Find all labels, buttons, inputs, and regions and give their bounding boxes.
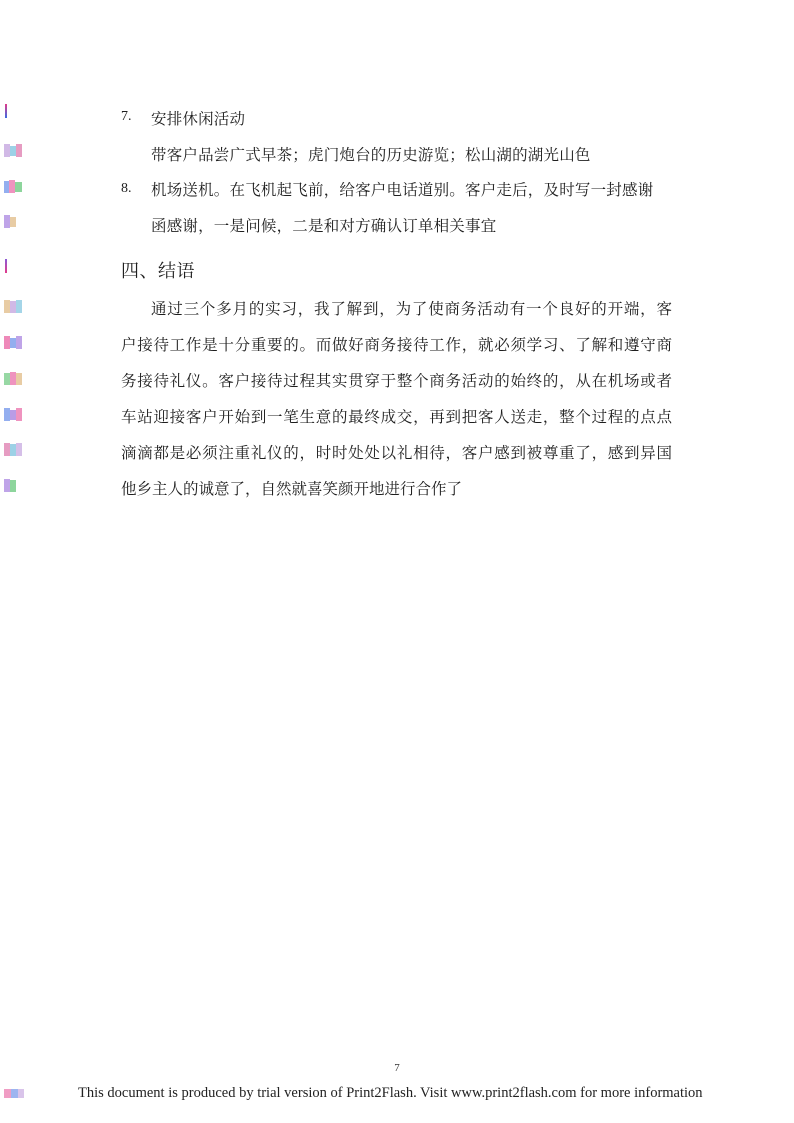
paragraph-line: 户接待工作是十分重要的。而做好商务接待工作，就必须学习、了解和遵守商 (121, 336, 672, 354)
trial-watermark-footer: This document is produced by trial version of Print2Flash. Visit www.print2flash.com for more information (78, 1085, 703, 1101)
margin-artifact (4, 336, 22, 349)
margin-artifact (5, 104, 7, 118)
section-heading: 四、结语 (121, 261, 195, 282)
list-item-detail: 带客户品尝广式早茶；虎门炮台的历史游览；松山湖的湖光山色 (151, 146, 591, 164)
paragraph-line: 车站迎接客户开始到一笔生意的最终成交，再到把客人送走，整个过程的点点 (121, 408, 672, 426)
margin-artifact (4, 408, 22, 421)
margin-artifact (4, 1089, 24, 1098)
paragraph-line: 他乡主人的诚意了，自然就喜笑颜开地进行合作了 (121, 480, 463, 498)
margin-artifact (4, 180, 22, 193)
margin-artifact (4, 443, 22, 456)
margin-artifact (4, 215, 16, 228)
margin-artifact (5, 259, 7, 273)
page-number: 7 (394, 1062, 400, 1074)
margin-artifact (4, 372, 22, 385)
margin-artifact (4, 300, 22, 313)
paragraph-line: 务接待礼仪。客户接待过程其实贯穿于整个商务活动的始终的，从在机场或者 (121, 372, 672, 390)
paragraph-line: 通过三个多月的实习，我了解到，为了使商务活动有一个良好的开端，客 (151, 300, 672, 318)
margin-artifact (4, 144, 22, 157)
margin-artifact (4, 479, 16, 492)
list-item-continuation: 函感谢，一是问候，二是和对方确认订单相关事宜 (151, 217, 497, 235)
list-item-number: 7. (121, 109, 132, 124)
paragraph-line: 滴滴都是必须注重礼仪的，时时处处以礼相待，客户感到被尊重了，感到异国 (121, 444, 672, 462)
list-item-title: 机场送机。在飞机起飞前，给客户电话道别。客户走后，及时写一封感谢 (151, 181, 654, 199)
list-item-number: 8. (121, 181, 132, 196)
list-item-title: 安排休闲活动 (151, 110, 246, 128)
